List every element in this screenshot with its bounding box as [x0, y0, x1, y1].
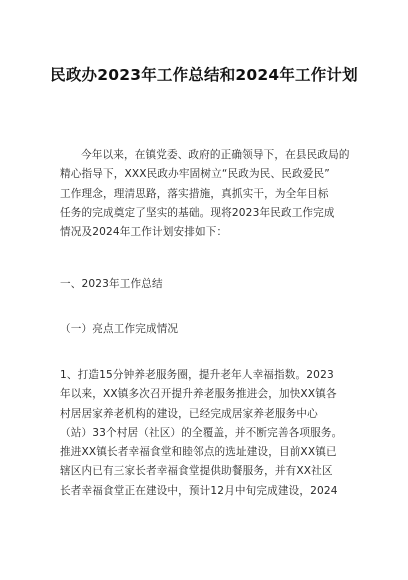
intro-line: 任务的完成奠定了坚实的基础。现将2023年民政工作完成	[60, 206, 335, 219]
intro-line: 今年以来，在镇党委、政府的正确领导下，在县民政局的	[81, 149, 350, 161]
intro-line: 工作理念，理清思路，落实措施，真抓实干，为全年目标	[60, 187, 329, 200]
body-line: 村居居家养老机构的建设，已经完成居家养老服务中心	[60, 407, 318, 420]
intro-line: 情况及2024年工作计划安排如下：	[60, 226, 228, 239]
intro-paragraph	[60, 146, 360, 242]
body-line: （站）33个村居（社区）的全覆盖，并不断完善各项服务。	[60, 426, 343, 439]
body-line: 辖区内已有三家长者幸福食堂提供助餐服务，并有XX社区	[60, 465, 333, 478]
section-heading: 一、2023年工作总结	[60, 278, 163, 290]
subsection-heading: （一）亮点工作完成情况	[60, 323, 179, 335]
body-line: 长者幸福食堂正在建设中，预计12月中旬完成建设，2024	[60, 484, 338, 497]
body-line: 年以来，XX镇多次召开提升养老服务推进会，加快XX镇各	[60, 388, 337, 401]
body-line: 1、打造15分钟养老服务圈，提升老年人幸福指数。2023	[60, 369, 334, 381]
body-line: 推进XX镇长者幸福食堂和睦邻点的选址建设，目前XX镇已	[60, 446, 337, 459]
intro-line: 精心指导下，XXX民政办牢固树立“民政为民、民政爱民”	[60, 168, 330, 181]
item-1-paragraph	[60, 366, 360, 501]
document-title: 民政办2023年工作总结和2024年工作计划	[50, 66, 358, 84]
